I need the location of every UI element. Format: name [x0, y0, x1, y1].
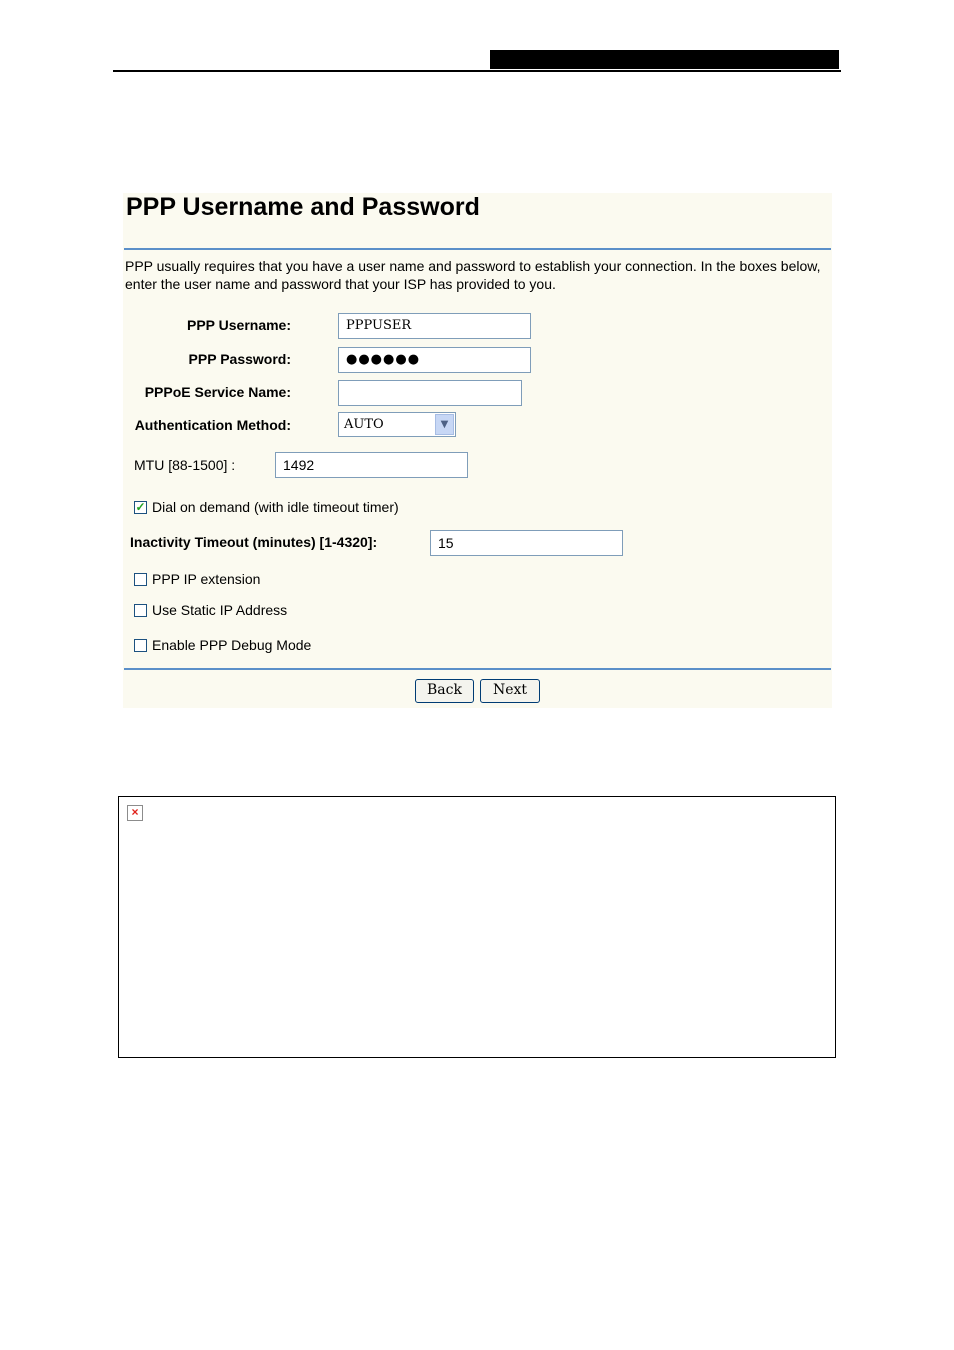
auth-method-value: AUTO: [344, 417, 384, 432]
ppp-ip-extension-checkbox[interactable]: [134, 573, 147, 586]
dial-on-demand-label: Dial on demand (with idle timeout timer): [152, 499, 399, 515]
check-icon: ✓: [135, 500, 146, 514]
chevron-down-icon[interactable]: ▼: [435, 414, 454, 435]
dial-on-demand-checkbox[interactable]: [134, 501, 147, 514]
next-button[interactable]: Next: [480, 679, 540, 703]
broken-image-icon: ×: [127, 805, 143, 821]
page-title: PPP Username and Password: [126, 193, 480, 221]
bottom-divider: [124, 668, 831, 670]
header-rule: [113, 70, 841, 72]
top-divider: [124, 248, 831, 250]
header-bar: [490, 50, 839, 69]
use-static-ip-label: Use Static IP Address: [152, 602, 288, 618]
username-label: PPP Username:: [186, 317, 291, 333]
broken-image-frame: [118, 796, 836, 1058]
service-name-label: PPPoE Service Name:: [144, 384, 291, 400]
inactivity-timeout-label: Inactivity Timeout (minutes) [1-4320]:: [130, 534, 378, 550]
service-name-input[interactable]: [338, 380, 522, 406]
inactivity-timeout-input[interactable]: 15: [430, 530, 623, 556]
ppp-settings-panel: [123, 193, 832, 708]
mtu-label: MTU [88-1500] :: [134, 457, 236, 473]
ppp-ip-extension-label: PPP IP extension: [152, 571, 261, 587]
back-button[interactable]: Back: [415, 679, 474, 703]
page-description: PPP usually requires that you have a user name and password to establish your connection. In the boxes below, enter the user name and password that your ISP has provided to you.: [125, 258, 821, 292]
password-input[interactable]: ●●●●●●: [338, 347, 531, 373]
password-label: PPP Password:: [188, 351, 291, 367]
auth-method-select[interactable]: [338, 412, 456, 437]
mtu-input[interactable]: 1492: [275, 452, 468, 478]
auth-method-label: Authentication Method:: [134, 417, 291, 433]
username-input[interactable]: PPPUSER: [338, 313, 531, 339]
enable-debug-label: Enable PPP Debug Mode: [152, 637, 312, 653]
enable-debug-checkbox[interactable]: [134, 639, 147, 652]
use-static-ip-checkbox[interactable]: [134, 604, 147, 617]
